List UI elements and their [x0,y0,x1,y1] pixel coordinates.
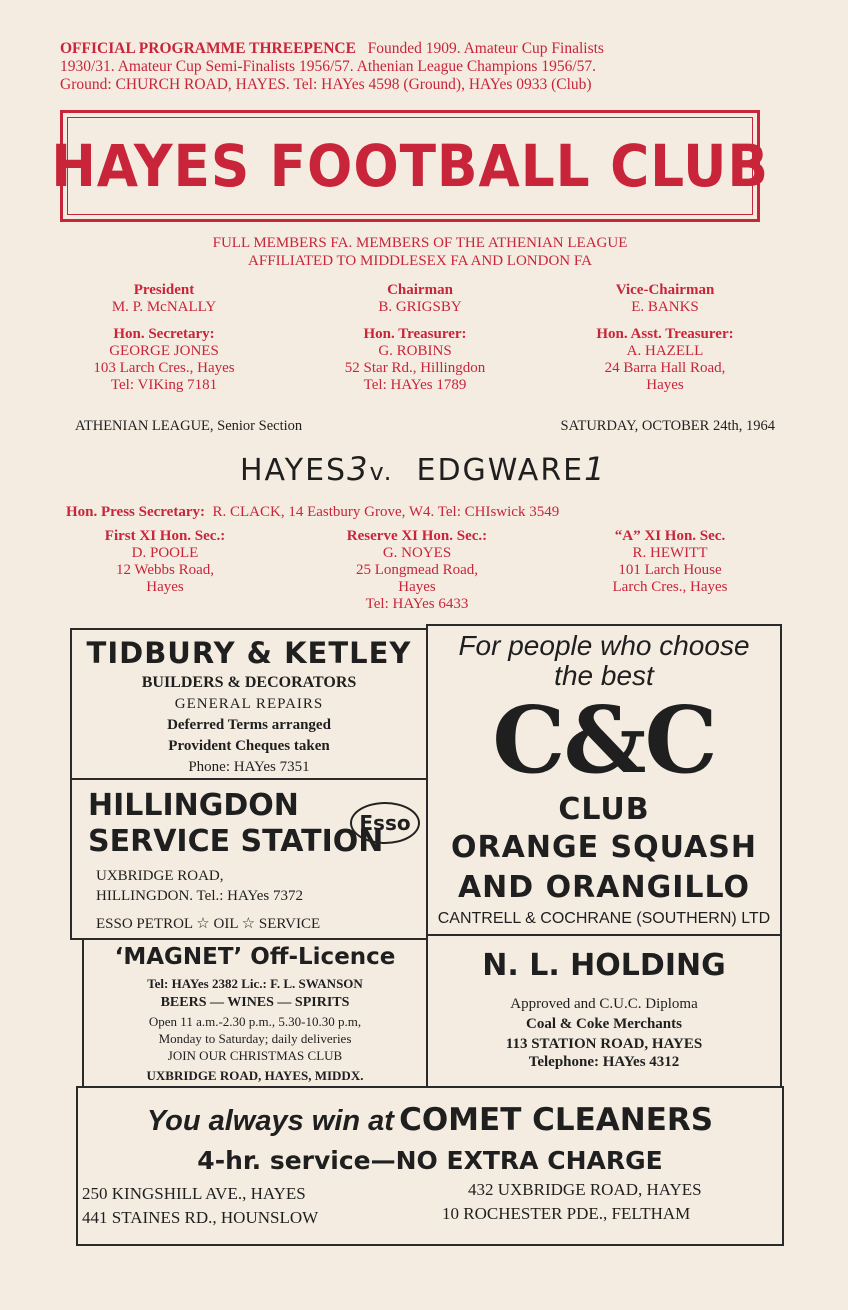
comet-address-1: 250 KINGSHILL AVE., HAYES [82,1184,306,1203]
match-line [240,450,607,488]
tidbury-line-1: BUILDERS & DECORATORS [141,674,357,691]
hillingdon-line-3: UXBRIDGE ROAD, [96,868,224,884]
press-title: Hon. Press Secretary: [66,504,205,520]
secretary-address: 103 Larch Cres., Hayes [93,360,235,376]
comet-line-1a: You always win at [146,1105,394,1137]
league-name: ATHENIAN LEAGUE, Senior Section [75,418,303,434]
magnet-line-4: Monday to Saturday; daily deliveries [158,1031,352,1046]
ground-text: Ground: CHURCH ROAD, HAYES. Tel: HAYes 4598 (Ground), HAYes 0933 (Club) [60,76,592,93]
ad-holding [426,934,782,1088]
magnet-line-3: Open 11 a.m.-2.30 p.m., 5.30-10.30 p.m, [148,1014,362,1029]
president-name: M. P. McNALLY [111,299,217,315]
secretary-name: GEORGE JONES [109,343,219,359]
reserve-xi-name: G. NOYES [382,545,452,561]
hillingdon-line-2: SERVICE STATION [88,824,384,859]
press-text: R. CLACK, 14 Eastbury Grove, W4. Tel: CHIswick 3549 [212,504,560,520]
magnet-line-6: UXBRIDGE ROAD, HAYES, MIDDX. [146,1068,364,1083]
first-xi-address-2: Hayes [146,579,184,595]
cc-line-2: ORANGE SQUASH [451,830,757,865]
tidbury-name: TIDBURY & KETLEY [86,636,412,670]
magnet-line-5: JOIN OUR CHRISTMAS CLUB [167,1048,343,1063]
reserve-xi-sec [297,528,537,613]
comet-address-4: 10 ROCHESTER PDE., FELTHAM [442,1204,691,1223]
holding-line-3: 113 STATION ROAD, HAYES [505,1036,703,1052]
a-xi-address: 101 Larch House [618,562,722,578]
away-team: EDGWARE [416,453,585,488]
holding-line-4: Telephone: HAYes 4312 [528,1054,680,1070]
ad-magnet [82,938,428,1088]
tidbury-line-2: GENERAL REPAIRS [174,696,324,712]
a-xi-name: R. HEWITT [632,545,708,561]
cc-logo: C&C [492,686,716,794]
asst-treasurer-address: 24 Barra Hall Road, [604,360,726,376]
asst-treasurer [545,326,785,394]
asst-treasurer-address-2: Hayes [646,377,684,393]
treasurer-name: G. ROBINS [378,343,452,359]
asst-treasurer-name: A. HAZELL [626,343,704,359]
president-title: President [133,282,195,298]
magnet-line-1: Tel: HAYes 2382 Lic.: F. L. SWANSON [147,976,363,991]
a-xi-title: “A” XI Hon. Sec. [614,528,726,544]
holding-line-1: Approved and C.U.C. Diploma [510,996,698,1012]
cc-line-3: AND ORANGILLO [457,870,751,905]
honours-text: 1930/31. Amateur Cup Semi-Finalists 1956/57. Athenian League Champions 1956/57. [60,58,596,75]
chairman-title: Chairman [387,282,453,298]
esso-logo: Esso [350,802,420,844]
vice-chairman-title: Vice-Chairman [615,282,715,298]
president [44,282,284,316]
comet-address-3: 432 UXBRIDGE ROAD, HAYES [468,1180,702,1199]
magnet-name: ‘MAGNET’ Off-Licence [114,944,396,970]
title-banner [51,110,769,222]
match-date: SATURDAY, OCTOBER 24th, 1964 [560,418,775,434]
comet-headline [78,1102,782,1138]
ad-tidbury-ketley [70,628,428,780]
press-secretary [66,504,786,521]
secretary [44,326,284,394]
treasurer-address: 52 Star Rd., Hillingdon [344,360,486,376]
programme-price: OFFICIAL PROGRAMME THREEPENCE [60,40,356,57]
tidbury-line-5: Phone: HAYes 7351 [188,759,310,775]
chairman-name: B. GRIGSBY [378,299,462,315]
a-xi-sec [550,528,790,596]
membership [60,234,780,270]
ad-hillingdon [70,778,428,940]
magnet-line-2: BEERS — WINES — SPIRITS [160,995,350,1010]
secretary-tel: Tel: VIKing 7181 [110,377,218,393]
secretary-title: Hon. Secretary: [113,326,215,342]
vice-chairman [545,282,785,316]
hillingdon-line-1: HILLINGDON [88,788,299,823]
cc-tagline-1: For people who choose [458,630,750,661]
reserve-xi-address: 25 Longmead Road, [355,562,479,578]
cc-line-4: CANTRELL & COCHRANE (SOUTHERN) LTD [437,910,771,927]
home-team: HAYES [240,453,348,488]
first-xi-name: D. POOLE [131,545,199,561]
comet-address-2: 441 STAINES RD., HOUNSLOW [82,1208,319,1227]
ad-comet [76,1086,784,1246]
reserve-xi-tel: Tel: HAYes 6433 [365,596,469,612]
first-xi-sec [45,528,285,596]
asst-treasurer-title: Hon. Asst. Treasurer: [596,326,734,342]
league-line [75,418,775,435]
ad-cc [426,624,782,936]
home-score: 3 [347,450,370,488]
reserve-xi-title: Reserve XI Hon. Sec.: [346,528,488,544]
vice-chairman-name: E. BANKS [631,299,699,315]
founded-text: Founded 1909. Amateur Cup Finalists [367,40,604,57]
holding-line-2: Coal & Coke Merchants [526,1016,682,1032]
treasurer-title: Hon. Treasurer: [363,326,467,342]
hillingdon-line-4: HILLINGDON. Tel.: HAYes 7372 [96,888,304,904]
header-info [60,40,770,94]
treasurer [295,326,535,394]
a-xi-address-2: Larch Cres., Hayes [612,579,728,595]
comet-line-2: 4-hr. service—NO EXTRA CHARGE [197,1146,663,1175]
vs-text: v. [369,458,394,486]
first-xi-address: 12 Webbs Road, [115,562,215,578]
first-xi-title: First XI Hon. Sec.: [104,528,226,544]
members-line-1: FULL MEMBERS FA. MEMBERS OF THE ATHENIAN LEAGUE [212,235,628,251]
holding-name: N. L. HOLDING [482,948,726,983]
cc-line-1: CLUB [558,792,650,827]
members-line-2: AFFILIATED TO MIDDLESEX FA AND LONDON FA [248,253,592,269]
comet-line-1b: COMET CLEANERS [399,1102,714,1138]
club-title: HAYES FOOTBALL CLUB [51,132,769,200]
chairman [300,282,540,316]
away-score: 1 [584,450,607,488]
cc-tagline-2: the best [554,660,654,691]
tidbury-line-3: Deferred Terms arranged [167,717,331,733]
hillingdon-line-5: ESSO PETROL ☆ OIL ☆ SERVICE [96,916,321,932]
treasurer-tel: Tel: HAYes 1789 [363,377,467,393]
tidbury-line-4: Provident Cheques taken [168,738,330,754]
reserve-xi-address-2: Hayes [398,579,436,595]
